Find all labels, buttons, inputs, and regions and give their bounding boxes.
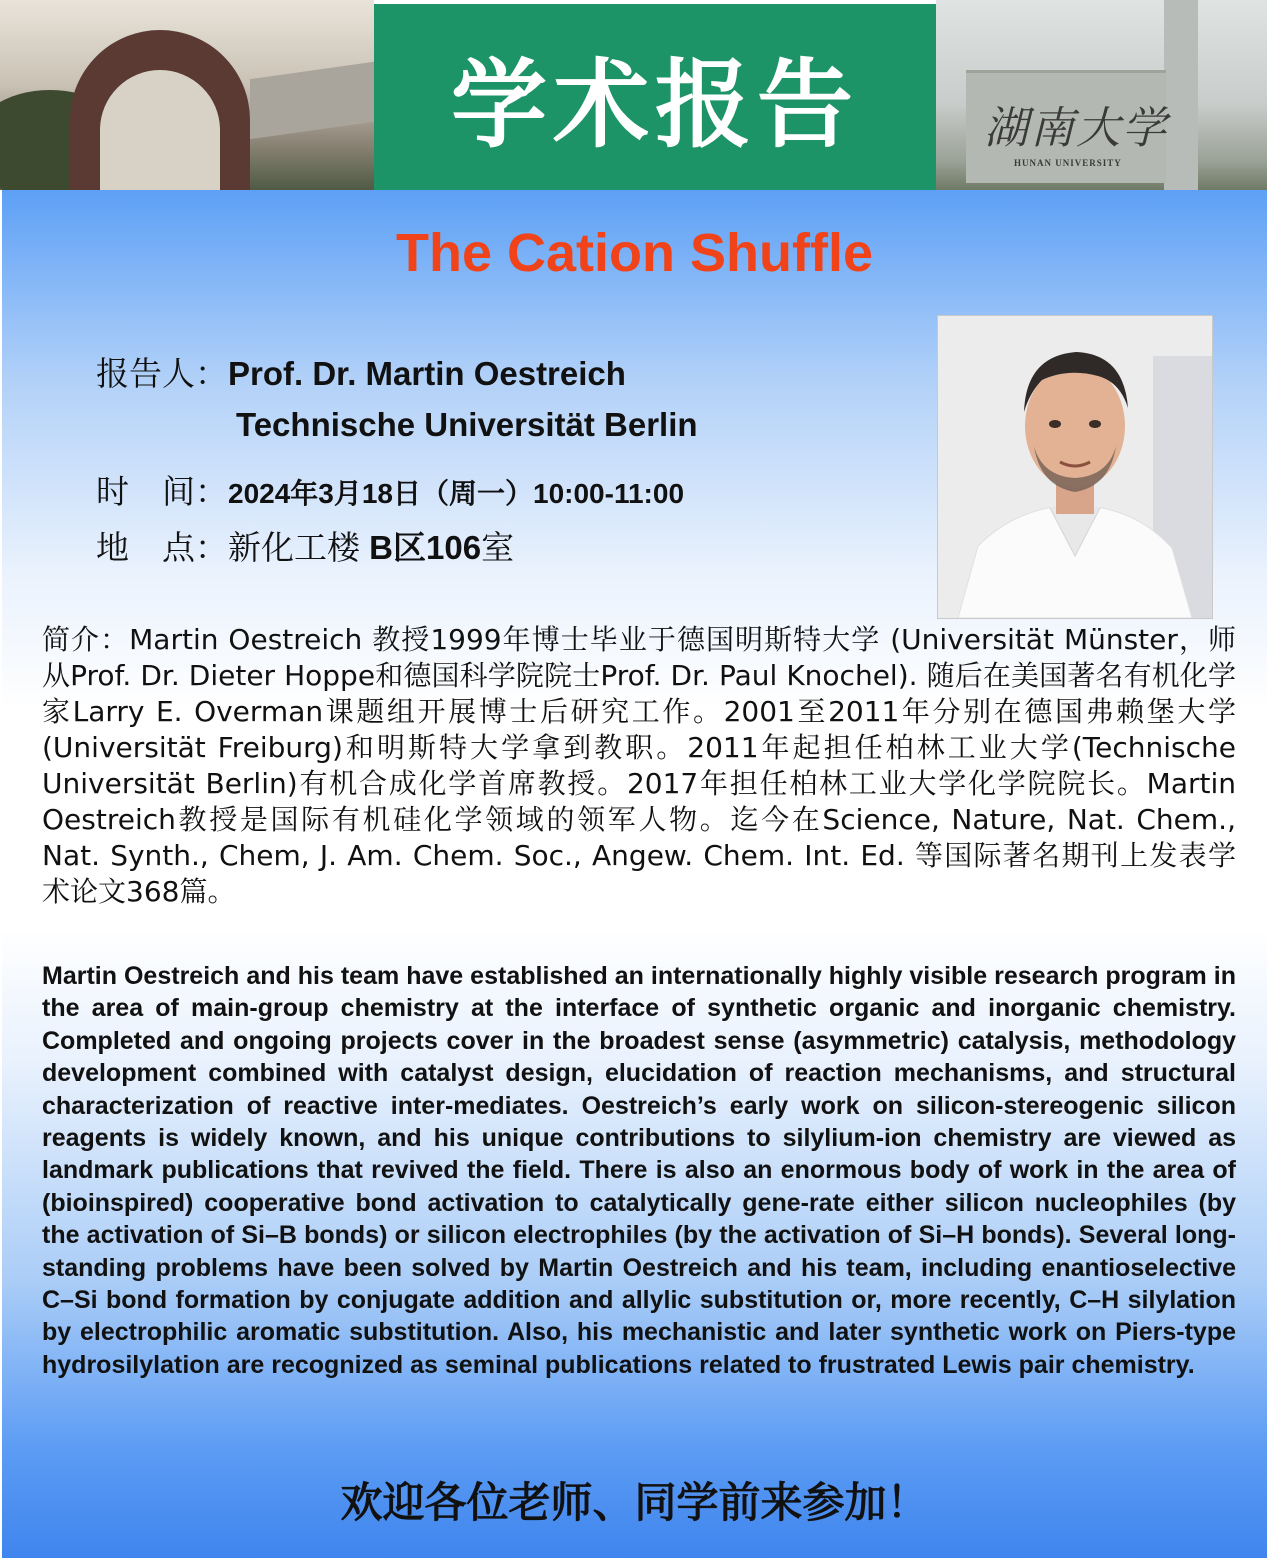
bio-chinese: 简介：Martin Oestreich 教授1999年博士毕业于德国明斯特大学 (Universität Münster，师从Prof. Dr. Dieter Hoppe和德国科学院院士Prof. Dr. Paul Knochel). 随后在美国著名有机化学家Larry E. Overman课题组开展博士后研究工作。2001至2011年分别在德国弗赖堡大学(Universität Freiburg)和明斯特大学拿到教职。2011年起担任柏林工业大学(Technische Universität Berlin)有机合成化学首席教授。2017年担任柏林工业大学化学院院长。Martin Oestreich教授是国际有机硅化学领域的领军人物。迄今在Science, Nature, Nat. Chem., Nat. Synth., Chem, J. Am. Chem. Soc., Angew. Chem. Int. Ed. 等国际著名期刊上发表学术论文368篇。: [42, 623, 1236, 908]
time-value: 2024年3月18日（周一）10:00-11:00: [228, 478, 685, 509]
poster-body: [2, 190, 1267, 1558]
time-label: 时 间：: [96, 472, 228, 511]
bio-english: Martin Oestreich and his team have established an internationally highly visible research program in the area of main-group chemistry at the interface of synthetic organic and inorganic chemistry. Completed and ongoing projects cover in the broadest sense (asymmetric) catalysis, methodology development combined with catalyst design, elucidation of reaction mechanisms, and structural characterization of reactive inter-mediates. Oestreich’s early work on silicon-stereogenic silicon reagents is widely known, and his unique contributions to silylium-ion chemistry are viewed as landmark publications that revived the field. There is also an enormous body of work in the area of (bioinspired) cooperative bond activation to catalytically gene-rate either silicon nucleophiles (by the activation of Si–B bonds) or silicon electrophiles (by the activation of Si–H bonds). Several long-standing problems have been solved by Martin Oestreich and his team, including enantioselective C–Si bond formation by conjugate addition and allylic substitution or, more recently, C–H silylation by electrophilic aromatic substitution. Also, his mechanistic and later synthetic work on Piers-type hydrosilylation are recognized as seminal publications related to frustrated Lewis pair chemistry.: [42, 962, 1236, 1379]
campus-sign-sub: HUNAN UNIVERSITY: [1014, 158, 1122, 168]
university-gate-photo: [936, 0, 1267, 190]
place-room: B区106: [369, 529, 482, 566]
speaker-affiliation: Technische Universität Berlin: [236, 406, 698, 443]
campus-building-photo: [0, 0, 374, 190]
place-value: [228, 529, 514, 566]
place-label: 地 点：: [96, 528, 228, 567]
place-row: [96, 522, 514, 569]
talk-title: The Cation Shuffle: [396, 223, 873, 283]
header-title-block: [374, 4, 936, 190]
portrait-illustration: [938, 316, 1212, 618]
speaker-row: [96, 348, 626, 395]
speaker-label: 报告人：: [96, 354, 228, 393]
speaker-portrait: [937, 315, 1213, 619]
time-row: [96, 466, 684, 513]
header-title: 学术报告: [451, 48, 859, 161]
campus-sign: 湖南大学: [984, 103, 1168, 154]
place-building: 新化工楼: [228, 529, 370, 566]
speaker-name: Prof. Dr. Martin Oestreich: [228, 355, 626, 392]
welcome-message: 欢迎各位老师、同学前来参加！: [340, 1478, 929, 1527]
place-suffix: 室: [481, 529, 515, 566]
header-banner: [0, 0, 1267, 190]
